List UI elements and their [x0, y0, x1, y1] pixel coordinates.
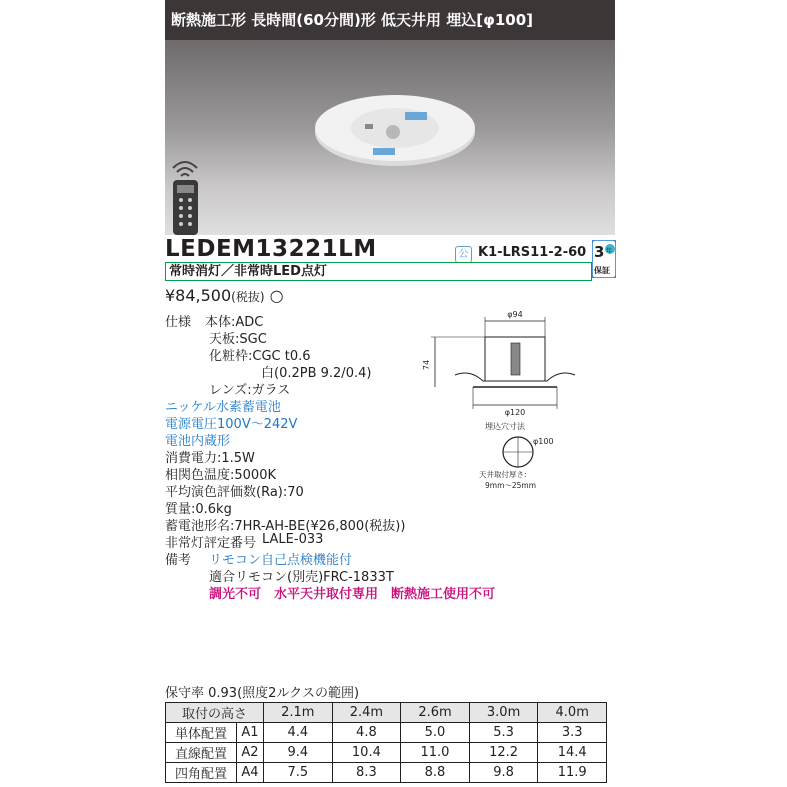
price: ¥84,500 — [165, 286, 232, 305]
spec-battery-type: ニッケル水素蓄電池 — [165, 400, 281, 415]
table-header-row — [166, 703, 607, 723]
table-header-height: 2.1m — [264, 703, 333, 723]
table-header-height: 2.6m — [401, 703, 470, 723]
table-row — [166, 723, 607, 743]
row-code: A1 — [237, 723, 264, 743]
spec-cert-label: 非常灯評定番号 — [165, 536, 257, 551]
spec-notes-label: 備考 — [165, 553, 192, 568]
page-title: 断熱施工形 長時間(60分間)形 低天井用 埋込[φ100] — [165, 0, 615, 40]
table-cell: 4.8 — [332, 723, 401, 743]
spec-power: 消費電力:1.5W — [165, 451, 255, 466]
spec-battery-model: 蓄電池形名:7HR-AH-BE(¥26,800(税抜)) — [165, 519, 406, 534]
dimension-top-width: φ94 — [507, 310, 523, 319]
fixture-indicator — [365, 124, 373, 129]
table-cell: 9.4 — [264, 743, 333, 763]
ceiling-thickness-label: 天井取付厚さ: — [479, 470, 527, 479]
price-tax-note: (税抜) — [231, 290, 265, 304]
cutout-size: φ100 — [533, 437, 554, 446]
table-cell: 9.8 — [469, 763, 538, 783]
spec-label: 仕様 — [165, 315, 192, 330]
table-cell: 12.2 — [469, 743, 538, 763]
spec-trim-color: 白(0.2PB 9.2/0.4) — [261, 366, 372, 381]
dimension-diagram — [415, 305, 600, 495]
spec-remote-model: 適合リモコン(別売)FRC-1833T — [209, 570, 394, 585]
table-row — [166, 763, 607, 783]
table-cell: 11.9 — [538, 763, 607, 783]
spec-body: 本体:ADC — [205, 315, 264, 330]
table-cell: 10.4 — [332, 743, 401, 763]
coverage-caption: 保守率 0.93(照度2ルクスの範囲) — [165, 686, 360, 701]
spec-color-temp: 相関色温度:5000K — [165, 468, 276, 483]
product-photo — [165, 40, 615, 235]
spec-lens: レンズ:ガラス — [209, 383, 291, 398]
spec-trim-frame: 化粧枠:CGC t0.6 — [209, 349, 311, 364]
model-number: LEDEM13221LM — [165, 236, 377, 262]
lighting-mode: 常時消灯／非常時LED点灯 — [165, 262, 592, 281]
warranty-years: 3 — [594, 243, 605, 261]
row-code: A2 — [237, 743, 264, 763]
table-cell: 4.4 — [264, 723, 333, 743]
spec-cert-number: LALE-033 — [262, 532, 324, 547]
table-cell: 5.3 — [469, 723, 538, 743]
spec-battery-builtin: 電池内蔵形 — [165, 434, 231, 449]
coverage-table — [165, 702, 607, 783]
remote-control-icon — [173, 162, 198, 235]
cutout-label: 埋込穴寸法 — [485, 422, 525, 431]
row-label: 直線配置 — [166, 743, 237, 763]
dimension-height: 74 — [422, 359, 431, 371]
spec-voltage: 電源電圧100V～242V — [165, 417, 298, 432]
ceiling-thickness-range: 9mm～25mm — [485, 481, 537, 490]
price-line — [165, 286, 284, 305]
row-label: 単体配置 — [166, 723, 237, 743]
dimension-bottom-width: φ120 — [504, 408, 526, 417]
fixture-label — [373, 148, 395, 155]
spec-restrictions: 調光不可 水平天井取付専用 断熱施工使用不可 — [209, 587, 496, 602]
fixture-lens — [386, 125, 400, 139]
spec-remote-feature: リモコン自己点検機能付 — [209, 553, 353, 568]
table-cell: 3.3 — [538, 723, 607, 743]
table-header-label: 取付の高さ — [166, 703, 264, 723]
table-header-height: 3.0m — [469, 703, 538, 723]
standard-number: K1-LRS11-2-60 — [478, 245, 587, 260]
standard-badge: 公 — [455, 246, 472, 263]
table-cell: 11.0 — [401, 743, 470, 763]
table-cell: 8.3 — [332, 763, 401, 783]
spec-mass: 質量:0.6kg — [165, 502, 232, 517]
table-cell: 5.0 — [401, 723, 470, 743]
table-cell: 7.5 — [264, 763, 333, 783]
warranty-label: 保証 — [594, 266, 610, 275]
row-code: A4 — [237, 763, 264, 783]
table-cell: 8.8 — [401, 763, 470, 783]
table-cell: 14.4 — [538, 743, 607, 763]
warranty-badge — [592, 240, 616, 278]
price-mark: ○ — [269, 286, 284, 305]
spec-cri: 平均演色評価数(Ra):70 — [165, 485, 304, 500]
table-header-height: 4.0m — [538, 703, 607, 723]
table-row — [166, 743, 607, 763]
warranty-unit: 年 — [606, 248, 613, 255]
product-illustration — [165, 40, 615, 235]
row-label: 四角配置 — [166, 763, 237, 783]
spec-top-plate: 天板:SGC — [209, 332, 267, 347]
fixture-label — [405, 112, 427, 120]
table-header-height: 2.4m — [332, 703, 401, 723]
